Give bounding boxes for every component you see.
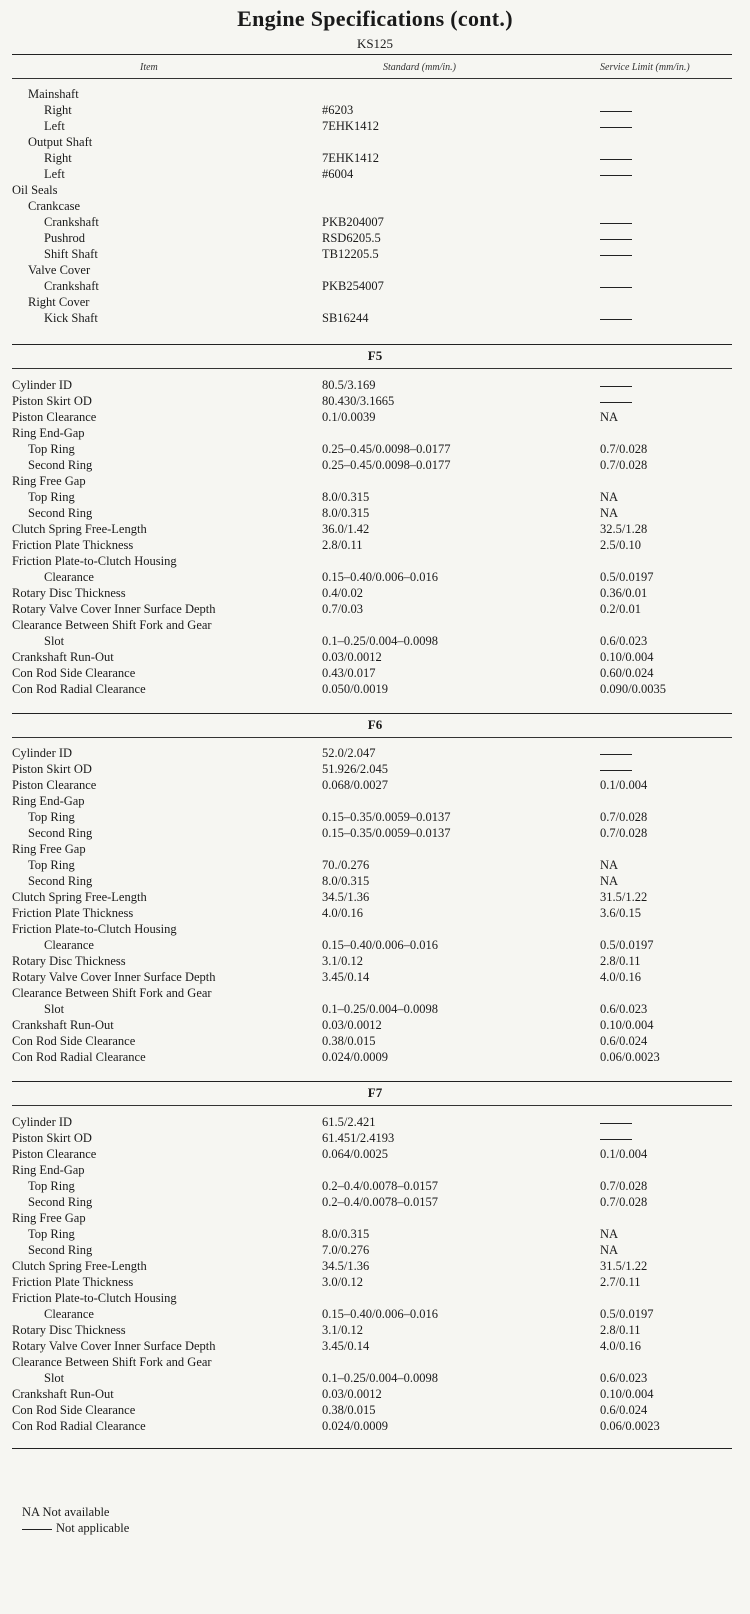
item-label: Piston Clearance [12,1147,97,1161]
service-limit-value: NA [600,874,619,888]
item-label: Ring Free Gap [12,1211,86,1225]
item-label: Cylinder ID [12,746,73,760]
item-label: Piston Skirt OD [12,1131,92,1145]
item-label: Ring End-Gap [12,1163,85,1177]
table-row [12,921,732,937]
service-limit-value: 2.5/0.10 [600,538,641,552]
item-label: Clearance [44,1307,94,1321]
table-row [12,1402,732,1418]
table-row [12,214,732,230]
standard-value: 0.1–0.25/0.004–0.0098 [322,634,438,648]
standard-value: 2.8/0.11 [322,538,363,552]
table-row [12,521,732,537]
table-row [12,1306,732,1322]
standard-value: SB16244 [322,311,369,325]
service-limit-value: 0.7/0.028 [600,1195,648,1209]
section-label-f7: F7 [367,1085,383,1100]
table-row [12,1290,732,1306]
item-label: Crankcase [28,199,81,213]
table-row [12,1210,732,1226]
item-label: Clearance [44,570,94,584]
standard-value: 0.1–0.25/0.004–0.0098 [322,1002,438,1016]
item-label: Ring End-Gap [12,426,85,440]
item-label: Top Ring [28,442,75,456]
item-label: Right Cover [28,295,90,309]
table-row [12,873,732,889]
table-row [12,1386,732,1402]
standard-value: 0.1/0.0039 [322,410,376,424]
standard-value: 61.5/2.421 [322,1115,376,1129]
item-label: Friction Plate Thickness [12,906,134,920]
table-row [12,1370,732,1386]
service-limit-value: 2.8/0.11 [600,954,641,968]
standard-value: 0.15–0.40/0.006–0.016 [322,1307,438,1321]
table-row [12,1114,732,1130]
item-label: Clutch Spring Free-Length [12,1259,147,1273]
bottom-rule [12,1448,732,1449]
item-label: Cylinder ID [12,378,73,392]
standard-value: 0.068/0.0027 [322,778,388,792]
table-row [12,86,732,102]
standard-value: 0.064/0.0025 [322,1147,388,1161]
table-row [12,134,732,150]
service-limit-value: NA [600,410,619,424]
standard-value: 0.38/0.015 [322,1403,376,1417]
table-row [12,553,732,569]
table-row [12,825,732,841]
table-row [12,889,732,905]
item-label: Friction Plate-to-Clutch Housing [12,1291,177,1305]
table-row [12,1322,732,1338]
item-label: Kick Shaft [44,311,98,325]
table-row [12,473,732,489]
item-label: Second Ring [28,874,93,888]
service-limit-value: 0.10/0.004 [600,650,654,664]
item-label: Piston Skirt OD [12,394,92,408]
table-row [12,1258,732,1274]
service-limit-value: 0.60/0.024 [600,666,654,680]
item-label: Second Ring [28,826,93,840]
table-row [12,310,732,326]
table-row [12,601,732,617]
standard-value: 3.45/0.14 [322,1339,370,1353]
page-title: Engine Specifications (cont.) [237,6,513,31]
service-limit-value: 31.5/1.22 [600,1259,648,1273]
standard-value: 36.0/1.42 [322,522,370,536]
service-limit-value: NA [600,506,619,520]
item-label: Piston Skirt OD [12,762,92,776]
service-limit-value: 0.06/0.0023 [600,1419,660,1433]
item-label: Top Ring [28,1179,75,1193]
item-label: Clearance [44,938,94,952]
service-limit-value: NA [600,858,619,872]
table-row [12,1162,732,1178]
service-limit-value: 2.8/0.11 [600,1323,641,1337]
standard-value: 52.0/2.047 [322,746,376,760]
standard-value: 80.5/3.169 [322,378,376,392]
column-header-limit: Service Limit (mm/in.) [600,62,690,73]
service-limit-value: 0.7/0.028 [600,826,648,840]
standard-value: PKB204007 [322,215,384,229]
section-label-f6: F6 [367,717,383,732]
item-label: Rotary Valve Cover Inner Surface Depth [12,1339,216,1353]
item-label: Friction Plate Thickness [12,538,134,552]
item-label: Clutch Spring Free-Length [12,522,147,536]
standard-value: 3.1/0.12 [322,1323,363,1337]
standard-value: PKB254007 [322,279,384,293]
footnote-dash-text: Not applicable [56,1521,130,1535]
service-limit-value: 0.7/0.028 [600,442,648,456]
item-label: Pushrod [44,231,85,245]
footnote-dash [22,1521,129,1536]
table-row [12,953,732,969]
standard-value: 34.5/1.36 [322,1259,370,1273]
item-label: Clearance Between Shift Fork and Gear [12,1355,212,1369]
item-label: Slot [44,1371,65,1385]
service-limit-value: NA [600,1243,619,1257]
standard-value: 0.7/0.03 [322,602,363,616]
service-limit-value: 0.5/0.0197 [600,1307,654,1321]
table-row [12,649,732,665]
standard-value: #6004 [322,167,354,181]
table-row [12,1418,732,1434]
table-row [12,1274,732,1290]
table-row [12,1033,732,1049]
table-row [12,1178,732,1194]
item-label: Rotary Disc Thickness [12,954,126,968]
item-label: Ring Free Gap [12,474,86,488]
section-subrule-f6 [12,737,732,738]
item-label: Second Ring [28,506,93,520]
standard-value: 4.0/0.16 [322,906,363,920]
service-limit-value: 0.10/0.004 [600,1018,654,1032]
item-label: Con Rod Radial Clearance [12,1419,146,1433]
item-label: Output Shaft [28,135,93,149]
service-limit-value: 0.1/0.004 [600,1147,648,1161]
item-label: Right [44,103,72,117]
table-row [12,585,732,601]
service-limit-value: 0.7/0.028 [600,1179,648,1193]
table-row [12,665,732,681]
table-row [12,150,732,166]
item-label: Right [44,151,72,165]
item-label: Con Rod Side Clearance [12,666,136,680]
standard-value: 3.0/0.12 [322,1275,363,1289]
table-row [12,777,732,793]
standard-value: 0.15–0.35/0.0059–0.0137 [322,810,451,824]
table-row [12,745,732,761]
item-label: Crankshaft Run-Out [12,1387,114,1401]
section-subrule-f7 [12,1105,732,1106]
table-row [12,393,732,409]
item-label: Ring Free Gap [12,842,86,856]
table-row [12,441,732,457]
table-row [12,1242,732,1258]
table-row [12,230,732,246]
standard-value: 0.4/0.02 [322,586,363,600]
table-row [12,1226,732,1242]
table-row [12,246,732,262]
table-row [12,1146,732,1162]
item-label: Con Rod Radial Clearance [12,682,146,696]
model-label: KS125 [356,36,394,51]
standard-value: 0.2–0.4/0.0078–0.0157 [322,1179,438,1193]
standard-value: 7EHK1412 [322,119,379,133]
standard-value: 0.38/0.015 [322,1034,376,1048]
standard-value: TB12205.5 [322,247,379,261]
service-limit-value: 0.6/0.023 [600,1371,648,1385]
table-row [12,489,732,505]
standard-value: 0.25–0.45/0.0098–0.0177 [322,442,451,456]
service-limit-value: NA [600,490,619,504]
table-row [12,118,732,134]
service-limit-value: 4.0/0.16 [600,970,641,984]
service-limit-value: 2.7/0.11 [600,1275,641,1289]
item-label: Top Ring [28,1227,75,1241]
item-label: Second Ring [28,1195,93,1209]
table-row [12,937,732,953]
service-limit-value: 0.5/0.0197 [600,570,654,584]
item-label: Crankshaft [44,215,99,229]
standard-value: 0.024/0.0009 [322,1050,388,1064]
service-limit-value: NA [600,1227,619,1241]
item-label: Crankshaft [44,279,99,293]
item-label: Left [44,119,65,133]
item-label: Piston Clearance [12,410,97,424]
service-limit-value: 32.5/1.28 [600,522,648,536]
table-row [12,262,732,278]
table-row [12,1001,732,1017]
top-rule [12,54,732,55]
item-label: Left [44,167,65,181]
item-label: Piston Clearance [12,778,97,792]
item-label: Top Ring [28,490,75,504]
table-row [12,409,732,425]
item-label: Rotary Valve Cover Inner Surface Depth [12,602,216,616]
table-row [12,1017,732,1033]
standard-value: 3.45/0.14 [322,970,370,984]
table-row [12,166,732,182]
item-label: Rotary Valve Cover Inner Surface Depth [12,970,216,984]
table-row [12,537,732,553]
standard-value: #6203 [322,103,354,117]
table-row [12,294,732,310]
section-rule-f7 [12,1081,732,1082]
table-row [12,841,732,857]
table-row [12,1049,732,1065]
service-limit-value: 0.6/0.024 [600,1034,648,1048]
table-row [12,1338,732,1354]
table-row [12,905,732,921]
table-row [12,681,732,697]
service-limit-value: 0.1/0.004 [600,778,648,792]
service-limit-value: 0.6/0.023 [600,1002,648,1016]
standard-value: 7EHK1412 [322,151,379,165]
standard-value: 0.43/0.017 [322,666,376,680]
item-label: Valve Cover [28,263,91,277]
table-row [12,761,732,777]
standard-value: 8.0/0.315 [322,490,370,504]
table-row [12,377,732,393]
item-label: Crankshaft Run-Out [12,1018,114,1032]
item-label: Friction Plate-to-Clutch Housing [12,554,177,568]
service-limit-value: 4.0/0.16 [600,1339,641,1353]
service-limit-value: 31.5/1.22 [600,890,648,904]
standard-value: 61.451/2.4193 [322,1131,395,1145]
table-row [12,1354,732,1370]
standard-value: 0.15–0.35/0.0059–0.0137 [322,826,451,840]
standard-value: 51.926/2.045 [322,762,388,776]
footnote-na: NA Not available [22,1505,110,1519]
service-limit-value: 0.6/0.024 [600,1403,648,1417]
item-label: Oil Seals [12,183,58,197]
standard-value: 0.024/0.0009 [322,1419,388,1433]
service-limit-value: 0.06/0.0023 [600,1050,660,1064]
item-label: Clearance Between Shift Fork and Gear [12,986,212,1000]
section-rule-f6 [12,713,732,714]
standard-value: 0.03/0.0012 [322,650,382,664]
standard-value: 0.2–0.4/0.0078–0.0157 [322,1195,438,1209]
standard-value: 8.0/0.315 [322,874,370,888]
section-rule-f5 [12,344,732,345]
standard-value: 0.03/0.0012 [322,1018,382,1032]
item-label: Ring End-Gap [12,794,85,808]
item-label: Second Ring [28,458,93,472]
item-label: Con Rod Side Clearance [12,1403,136,1417]
standard-value: 0.15–0.40/0.006–0.016 [322,570,438,584]
standard-value: RSD6205.5 [322,231,381,245]
item-label: Con Rod Side Clearance [12,1034,136,1048]
table-row [12,1194,732,1210]
table-row [12,182,732,198]
item-label: Friction Plate-to-Clutch Housing [12,922,177,936]
service-limit-value: 0.7/0.028 [600,810,648,824]
service-limit-value: 0.10/0.004 [600,1387,654,1401]
standard-value: 0.050/0.0019 [322,682,388,696]
standard-value: 0.25–0.45/0.0098–0.0177 [322,458,451,472]
service-limit-value: 0.7/0.028 [600,458,648,472]
table-row [12,198,732,214]
standard-value: 0.1–0.25/0.004–0.0098 [322,1371,438,1385]
table-row [12,457,732,473]
item-label: Second Ring [28,1243,93,1257]
section-label-f5: F5 [367,348,383,363]
item-label: Mainshaft [28,87,79,101]
standard-value: 80.430/3.1665 [322,394,395,408]
standard-value: 8.0/0.315 [322,1227,370,1241]
standard-value: 0.15–0.40/0.006–0.016 [322,938,438,952]
table-row [12,1130,732,1146]
standard-value: 8.0/0.315 [322,506,370,520]
item-label: Con Rod Radial Clearance [12,1050,146,1064]
service-limit-value: 0.090/0.0035 [600,682,666,696]
table-row [12,793,732,809]
table-row [12,569,732,585]
standard-value: 0.03/0.0012 [322,1387,382,1401]
column-header-standard: Standard (mm/in.) [383,62,456,73]
column-header-item: Item [140,62,158,73]
item-label: Clutch Spring Free-Length [12,890,147,904]
item-label: Shift Shaft [44,247,98,261]
header-rule [12,78,732,79]
table-row [12,857,732,873]
item-label: Cylinder ID [12,1115,73,1129]
service-limit-value: 0.2/0.01 [600,602,641,616]
table-row [12,809,732,825]
standard-value: 3.1/0.12 [322,954,363,968]
service-limit-value: 0.5/0.0197 [600,938,654,952]
service-limit-value: 3.6/0.15 [600,906,641,920]
item-label: Friction Plate Thickness [12,1275,134,1289]
table-row [12,425,732,441]
table-row [12,985,732,1001]
table-row [12,102,732,118]
item-label: Top Ring [28,858,75,872]
standard-value: 34.5/1.36 [322,890,370,904]
item-label: Rotary Disc Thickness [12,586,126,600]
dash-symbol [22,1529,52,1530]
section-subrule-f5 [12,368,732,369]
item-label: Rotary Disc Thickness [12,1323,126,1337]
standard-value: 7.0/0.276 [322,1243,370,1257]
table-row [12,617,732,633]
service-limit-value: 0.36/0.01 [600,586,648,600]
table-row [12,633,732,649]
item-label: Slot [44,634,65,648]
item-label: Top Ring [28,810,75,824]
service-limit-value: 0.6/0.023 [600,634,648,648]
item-label: Clearance Between Shift Fork and Gear [12,618,212,632]
item-label: Crankshaft Run-Out [12,650,114,664]
table-row [12,969,732,985]
table-row [12,505,732,521]
standard-value: 70./0.276 [322,858,370,872]
table-row [12,278,732,294]
item-label: Slot [44,1002,65,1016]
